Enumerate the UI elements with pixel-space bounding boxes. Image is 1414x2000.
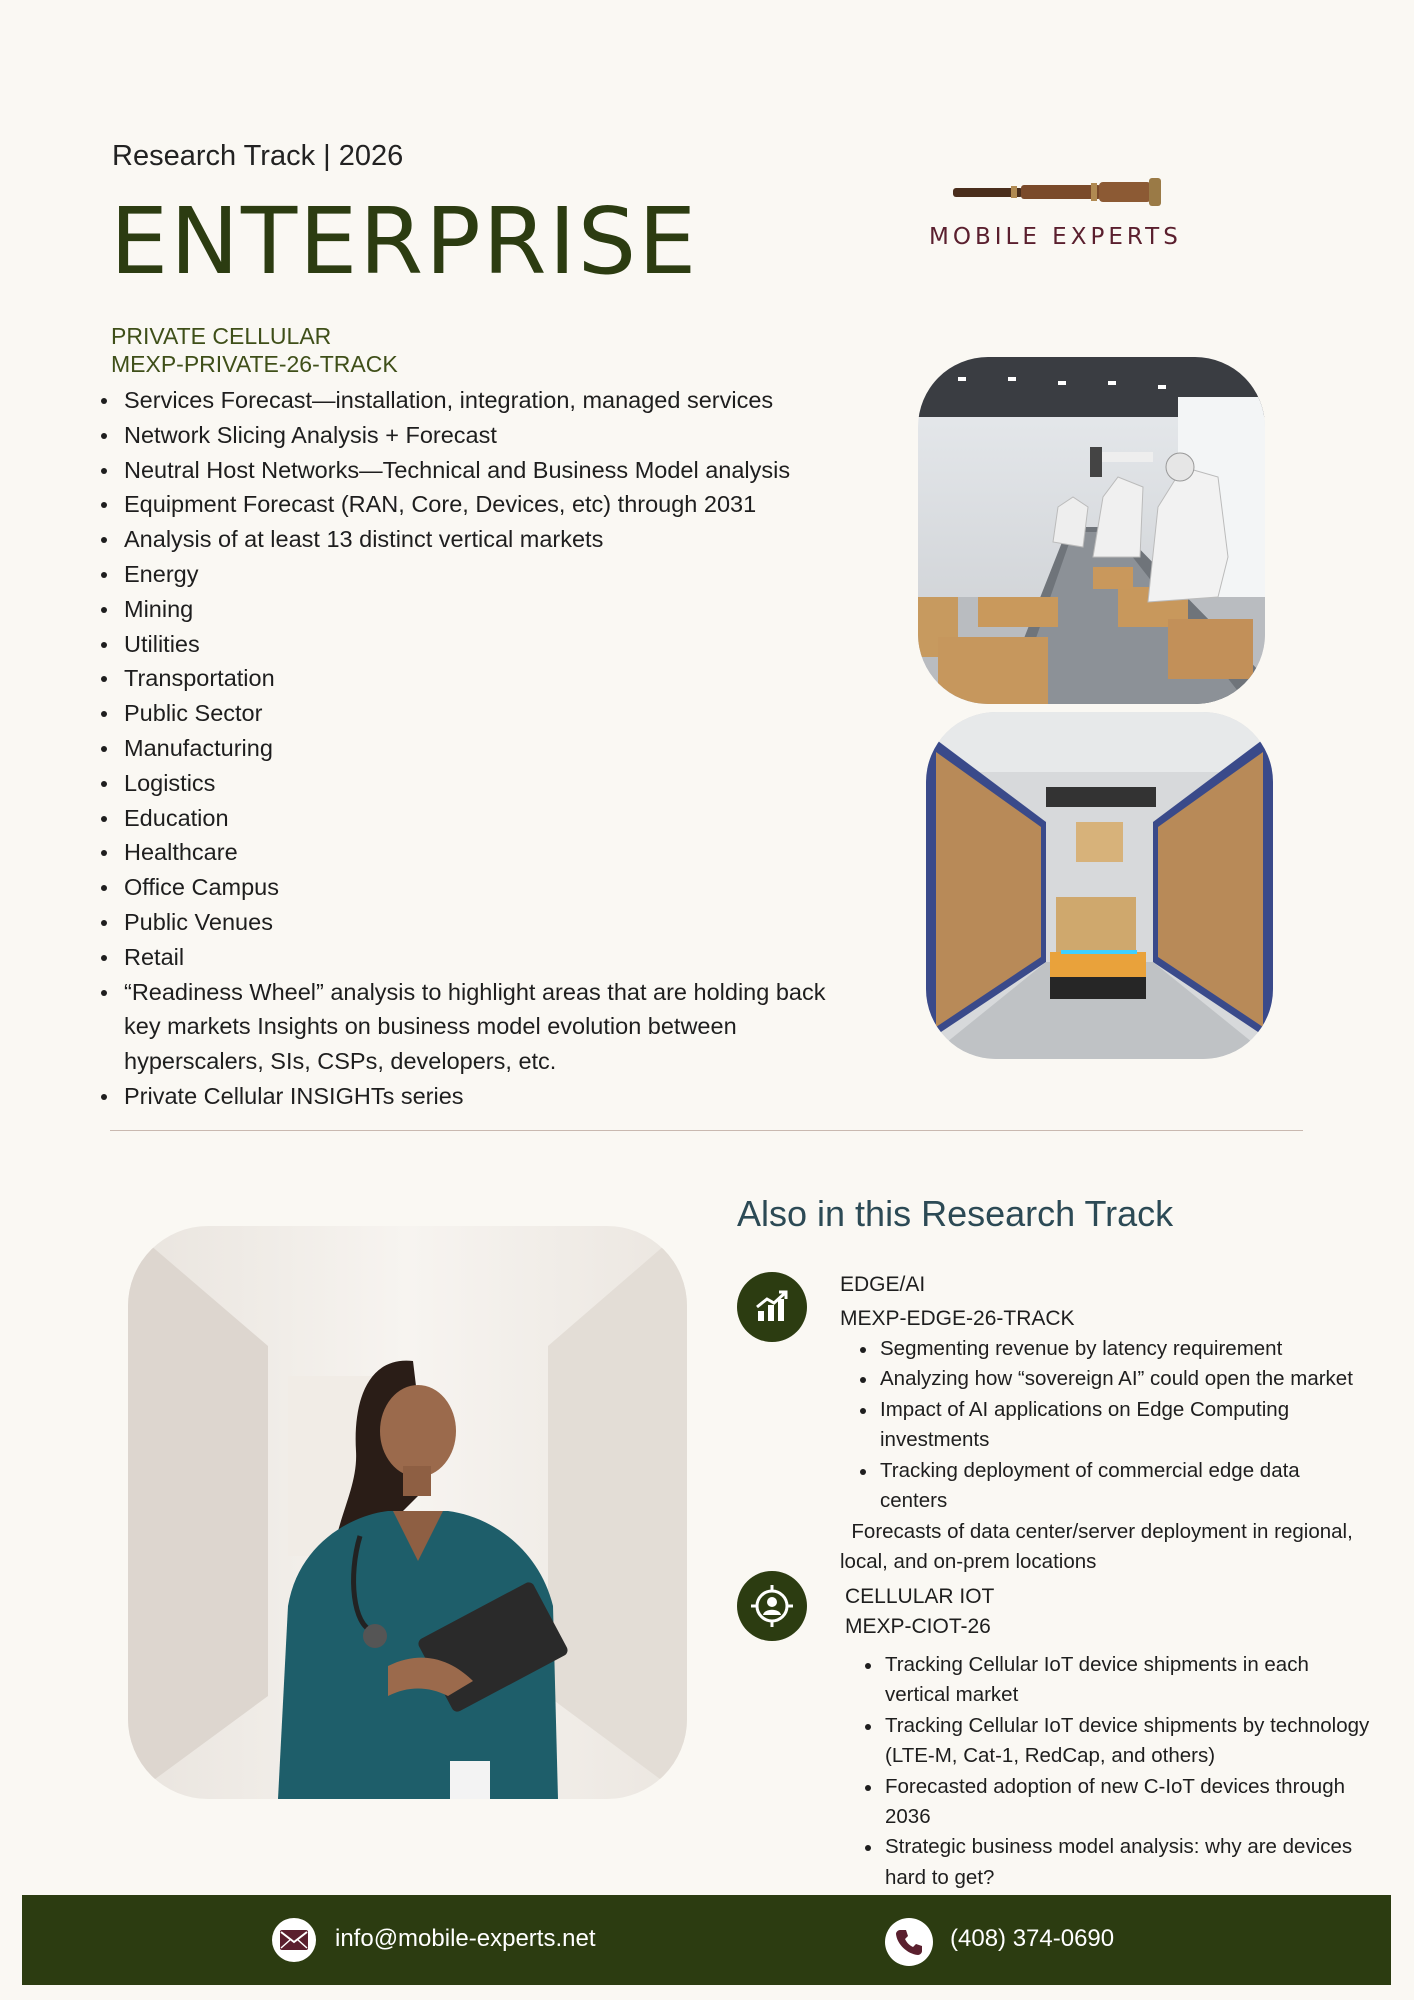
list-item: Segmenting revenue by latency requirement [850,1334,1370,1364]
email-icon-badge [272,1918,316,1962]
section-subtitle: PRIVATE CELLULAR [111,323,332,349]
list-item: Private Cellular INSIGHTs series [98,1079,858,1114]
list-item: Healthcare [98,835,858,870]
page-title: ENTERPRISE [110,188,699,295]
list-item: Manufacturing [98,731,858,766]
list-item: Neutral Host Networks—Technical and Business Model analysis [98,453,858,488]
envelope-icon [279,1929,309,1951]
edge-title: EDGE/AI [840,1273,926,1296]
email-link[interactable]: info@mobile-experts.net [335,1925,596,1952]
feature-list [98,383,858,1114]
growth-chart-icon [752,1287,792,1327]
list-item: Tracking deployment of commercial edge data centers [850,1456,1370,1517]
also-heading: Also in this Research Track [737,1193,1174,1234]
company-logo [925,172,1185,252]
nurse-tablet-photo [128,1226,687,1799]
logo-text: MOBILE EXPERTS [929,224,1182,250]
phone-icon-badge [885,1918,933,1966]
footer-bar [22,1895,1391,1985]
list-item: Strategic business model analysis: why are devices hard to get? [855,1832,1375,1893]
section-code: MEXP-PRIVATE-26-TRACK [111,351,398,377]
spyglass-logo-icon [951,172,1181,212]
list-item: Equipment Forecast (RAN, Core, Devices, etc) through 2031 [98,487,858,522]
list-item: Energy [98,557,858,592]
edge-note: Forecasts of data center/server deployment in regional, local, and on-prem locations [840,1520,1359,1574]
ciot-title: CELLULAR IOT [845,1585,995,1608]
list-item: Analyzing how “sovereign AI” could open the market [850,1364,1370,1394]
list-item: Education [98,801,858,836]
edge-section-icon [737,1272,807,1342]
list-item: Utilities [98,627,858,662]
warehouse-robot-photo [926,712,1273,1059]
list-item: Network Slicing Analysis + Forecast [98,418,858,453]
list-item: Forecasted adoption of new C-IoT devices through 2036 [855,1772,1375,1833]
list-item: Impact of AI applications on Edge Computing investments [850,1395,1370,1456]
edge-list [850,1334,1370,1516]
list-item: Public Venues [98,905,858,940]
list-item: Transportation [98,661,858,696]
user-target-icon [750,1584,794,1628]
factory-robot-photo [918,357,1265,704]
list-item: Logistics [98,766,858,801]
ciot-list [855,1650,1375,1893]
list-item: Mining [98,592,858,627]
list-item: Retail [98,940,858,975]
list-item: Analysis of at least 13 distinct vertical markets [98,522,858,557]
list-item: “Readiness Wheel” analysis to highlight areas that are holding back key markets Insights on business model evolution between hyperscalers, SIs, CSPs, developers, etc. [98,975,858,1079]
list-item: Public Sector [98,696,858,731]
list-item: Services Forecast—installation, integration, managed services [98,383,858,418]
ciot-section-icon [737,1571,807,1641]
list-item: Tracking Cellular IoT device shipments in each vertical market [855,1650,1375,1711]
phone-icon [895,1928,923,1956]
ciot-code: MEXP-CIOT-26 [845,1615,991,1638]
edge-code: MEXP-EDGE-26-TRACK [840,1307,1075,1330]
list-item: Office Campus [98,870,858,905]
track-label: Research Track | 2026 [112,140,404,172]
section-divider [110,1130,1303,1131]
list-item: Tracking Cellular IoT device shipments by technology (LTE-M, Cat-1, RedCap, and others) [855,1711,1375,1772]
phone-link[interactable]: (408) 374-0690 [950,1925,1115,1952]
